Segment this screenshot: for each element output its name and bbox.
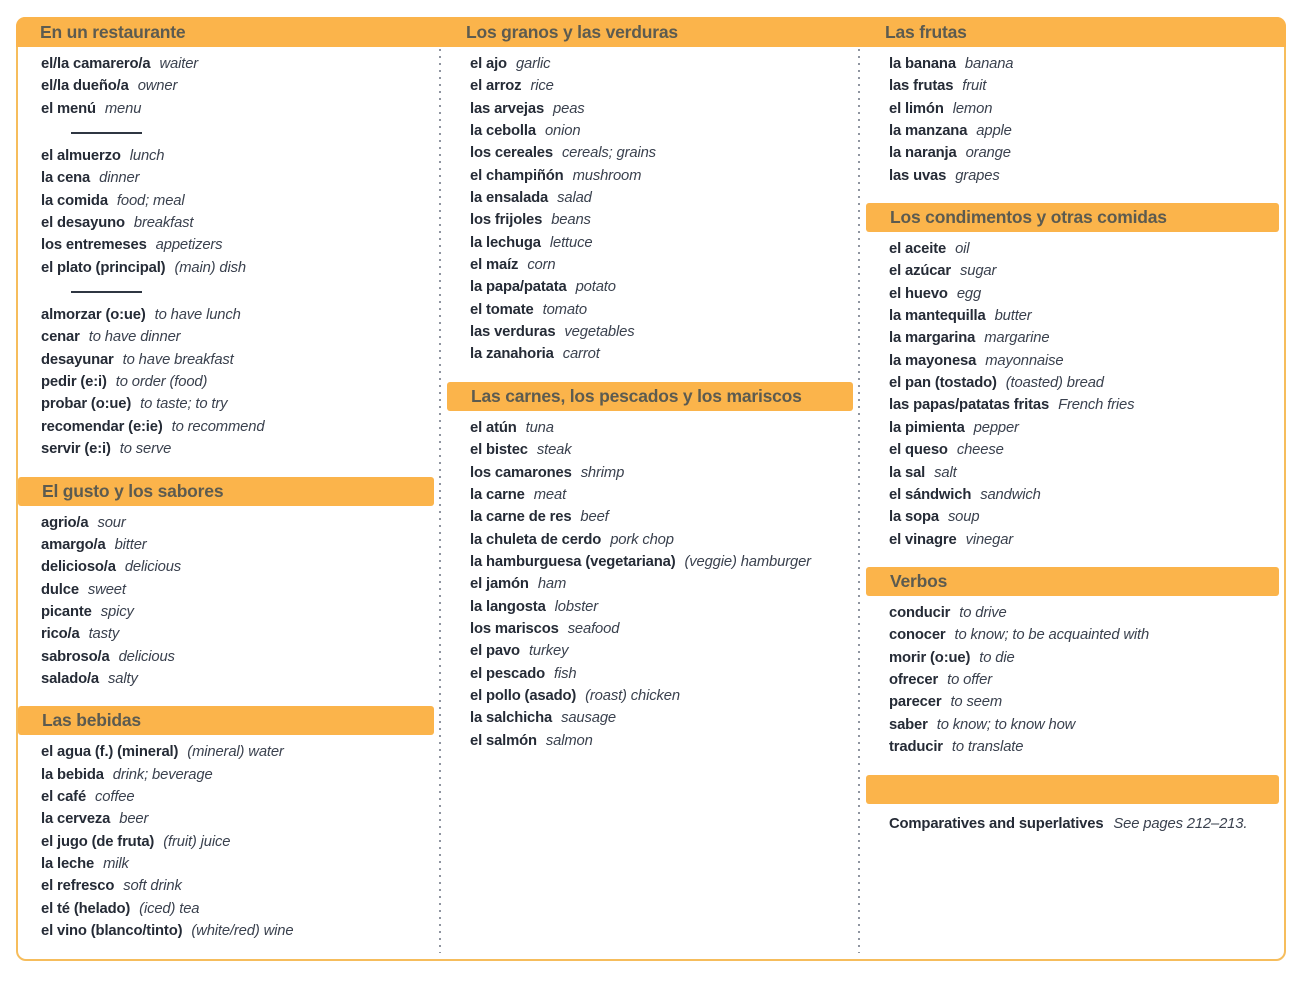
spanish-term: rico/a xyxy=(41,626,80,643)
spanish-term: la naranja xyxy=(889,145,957,162)
vocab-list xyxy=(18,298,434,460)
spanish-term: el pescado xyxy=(470,665,545,682)
vocab-row xyxy=(889,647,1279,669)
english-translation: lemon xyxy=(952,100,993,117)
spanish-term: el pollo (asado) xyxy=(470,687,577,704)
vocab-row xyxy=(41,579,434,601)
spanish-term: almorzar (o:ue) xyxy=(41,307,146,324)
spanish-term: desayunar xyxy=(41,351,114,368)
vocab-row xyxy=(470,165,853,187)
english-translation: soft drink xyxy=(123,878,182,895)
vocab-row xyxy=(470,98,853,120)
english-translation: cheese xyxy=(956,442,1004,459)
vocab-row xyxy=(889,350,1279,372)
english-translation: to drive xyxy=(959,604,1007,621)
english-translation: milk xyxy=(103,855,129,872)
spanish-term: los cereales xyxy=(470,145,553,162)
english-translation: pork chop xyxy=(610,531,674,548)
spanish-term: el azúcar xyxy=(889,263,951,280)
spanish-term: el desayuno xyxy=(41,215,125,232)
vocab-list xyxy=(18,506,434,691)
spanish-term: salado/a xyxy=(41,670,100,687)
english-translation: pepper xyxy=(973,419,1019,436)
vocab-list xyxy=(18,47,434,120)
vocab-row xyxy=(41,53,434,75)
vocab-row xyxy=(889,602,1279,624)
english-translation: to recommend xyxy=(171,418,265,435)
spanish-term: morir (o:ue) xyxy=(889,649,971,666)
english-translation: sausage xyxy=(561,710,617,727)
english-translation: to seem xyxy=(950,694,1003,711)
spanish-term: picante xyxy=(41,603,92,620)
vocab-row xyxy=(41,212,434,234)
english-translation: French fries xyxy=(1058,397,1135,414)
section-header: Las carnes, los pescados y los mariscos xyxy=(447,382,853,411)
section-header: El gusto y los sabores xyxy=(18,477,434,506)
english-translation: food; meal xyxy=(116,192,185,209)
english-translation: fish xyxy=(553,665,577,682)
english-translation: seafood xyxy=(567,620,620,637)
spanish-term: el salmón xyxy=(470,732,537,749)
vocab-row xyxy=(470,551,853,573)
spanish-term: el sándwich xyxy=(889,486,972,503)
english-translation: to translate xyxy=(951,738,1024,755)
english-translation: corn xyxy=(527,257,556,274)
vocab-row xyxy=(470,417,853,439)
spanish-term: parecer xyxy=(889,694,942,711)
section-title-en-un-restaurante: En un restaurante xyxy=(40,21,186,42)
vocab-row xyxy=(470,484,853,506)
spanish-term: el té (helado) xyxy=(41,900,131,917)
spanish-term: el tomate xyxy=(470,301,534,318)
english-translation: to order (food) xyxy=(115,374,208,391)
english-translation: drink; beverage xyxy=(112,766,213,783)
vocab-row xyxy=(889,75,1279,97)
vocab-row xyxy=(470,596,853,618)
english-translation: shrimp xyxy=(580,464,625,481)
english-translation: oil xyxy=(955,241,970,258)
english-translation: to offer xyxy=(947,671,992,688)
column-3 xyxy=(858,47,1284,959)
spanish-term: el ajo xyxy=(470,56,507,72)
vocab-row xyxy=(889,624,1279,646)
empty-header-bar xyxy=(866,775,1279,804)
vocab-row xyxy=(41,623,434,645)
english-translation: tuna xyxy=(525,419,554,436)
spanish-term: la bebida xyxy=(41,766,104,783)
vocab-row xyxy=(889,417,1279,439)
vocab-row xyxy=(470,120,853,142)
vocab-row xyxy=(889,327,1279,349)
spanish-term: el vinagre xyxy=(889,531,957,548)
english-translation: (mineral) water xyxy=(187,744,284,761)
vocab-row xyxy=(889,260,1279,282)
spanish-term: recomendar (e:ie) xyxy=(41,418,163,435)
english-translation: beef xyxy=(580,509,609,526)
vocab-row xyxy=(41,556,434,578)
english-translation: soup xyxy=(947,509,980,526)
spanish-term: el almuerzo xyxy=(41,148,121,165)
english-translation: salmon xyxy=(545,732,593,749)
spanish-term: el pavo xyxy=(470,643,520,660)
vocab-row xyxy=(470,462,853,484)
vocab-list xyxy=(447,47,853,366)
vocab-row xyxy=(889,484,1279,506)
english-translation: apple xyxy=(976,123,1012,140)
english-translation: waiter xyxy=(159,56,199,72)
english-translation: lobster xyxy=(554,598,599,615)
vocab-row xyxy=(41,601,434,623)
english-translation: garlic xyxy=(515,56,551,72)
vocab-list xyxy=(866,596,1279,758)
spanish-term: la carne xyxy=(470,486,525,503)
spanish-term: cenar xyxy=(41,329,80,346)
spanish-term: el huevo xyxy=(889,285,948,302)
english-translation: cereals; grains xyxy=(561,145,656,162)
vocab-row xyxy=(41,920,434,942)
spanish-term: conocer xyxy=(889,627,946,644)
english-translation: (fruit) juice xyxy=(163,833,231,850)
english-translation: coffee xyxy=(95,788,135,805)
spanish-term: el queso xyxy=(889,442,948,459)
spanish-term: la margarina xyxy=(889,330,976,347)
spanish-term: las frutas xyxy=(889,78,954,95)
vocab-row xyxy=(41,234,434,256)
english-translation: mushroom xyxy=(572,167,642,184)
spanish-term: el maíz xyxy=(470,257,519,274)
spanish-term: la lechuga xyxy=(470,234,541,251)
vocab-row xyxy=(889,439,1279,461)
vocab-row xyxy=(470,529,853,551)
english-translation: steak xyxy=(536,442,572,459)
english-translation: sugar xyxy=(960,263,997,280)
cross-reference-note xyxy=(866,804,1279,832)
vocab-row xyxy=(41,534,434,556)
spanish-term: la pimienta xyxy=(889,419,965,436)
vocab-row xyxy=(41,898,434,920)
english-translation: to serve xyxy=(119,441,172,458)
english-translation: sour xyxy=(97,514,126,531)
english-translation: bitter xyxy=(114,536,147,553)
vocab-row xyxy=(41,438,434,460)
vocab-row xyxy=(41,190,434,212)
english-translation: grapes xyxy=(955,167,1000,184)
english-translation: delicious xyxy=(124,559,182,576)
english-translation: peas xyxy=(553,100,585,117)
vocab-row xyxy=(889,691,1279,713)
spanish-term: el refresco xyxy=(41,878,115,895)
spanish-term: el vino (blanco/tinto) xyxy=(41,923,183,939)
vocab-row xyxy=(470,254,853,276)
section-header: Las bebidas xyxy=(18,706,434,735)
vocab-row xyxy=(889,305,1279,327)
vocab-row xyxy=(889,506,1279,528)
vocab-row xyxy=(41,853,434,875)
spanish-term: el menú xyxy=(41,100,96,117)
vocab-list xyxy=(18,139,434,279)
spanish-term: el agua (f.) (mineral) xyxy=(41,744,179,761)
section-header: Los condimentos y otras comidas xyxy=(866,203,1279,232)
english-translation: to taste; to try xyxy=(140,396,228,413)
spanish-term: la carne de res xyxy=(470,509,572,526)
english-translation: to know; to know how xyxy=(936,716,1076,733)
vocab-row xyxy=(889,462,1279,484)
vocab-row xyxy=(41,668,434,690)
english-translation: sweet xyxy=(87,581,126,598)
vocab-row xyxy=(41,646,434,668)
vocab-row xyxy=(889,53,1279,75)
english-translation: salty xyxy=(108,670,138,687)
vocab-row xyxy=(470,663,853,685)
english-translation: beer xyxy=(119,811,149,828)
vocab-row xyxy=(889,120,1279,142)
vocab-row xyxy=(470,439,853,461)
vocab-row xyxy=(41,512,434,534)
spanish-term: dulce xyxy=(41,581,79,598)
vocab-list xyxy=(866,232,1279,551)
spanish-term: sabroso/a xyxy=(41,648,110,665)
vocab-row xyxy=(41,875,434,897)
group-divider xyxy=(71,132,142,134)
english-translation: (main) dish xyxy=(174,259,246,276)
english-translation: rice xyxy=(530,78,554,95)
spanish-term: el atún xyxy=(470,419,517,436)
vocab-row xyxy=(41,75,434,97)
english-translation: lunch xyxy=(129,148,165,165)
english-translation: to know; to be acquainted with xyxy=(954,627,1150,644)
english-translation: owner xyxy=(137,78,178,95)
vocab-row xyxy=(889,529,1279,551)
english-translation: turkey xyxy=(528,643,569,660)
spanish-term: la mantequilla xyxy=(889,308,986,325)
vocab-row xyxy=(470,343,853,365)
spanish-term: delicioso/a xyxy=(41,559,116,576)
spanish-term: los entremeses xyxy=(41,237,147,254)
spanish-term: la salchicha xyxy=(470,710,553,727)
english-translation: vinegar xyxy=(965,531,1014,548)
english-translation: carrot xyxy=(562,346,600,363)
english-translation: banana xyxy=(964,56,1014,72)
section-header: Verbos xyxy=(866,567,1279,596)
spanish-term: las uvas xyxy=(889,167,947,184)
vocab-row xyxy=(470,685,853,707)
english-translation: tasty xyxy=(88,626,120,643)
top-header-band xyxy=(16,17,1286,47)
vocab-row xyxy=(470,707,853,729)
vocab-row xyxy=(41,304,434,326)
english-translation: salad xyxy=(557,190,592,207)
group-divider xyxy=(71,291,142,293)
english-translation: (white/red) wine xyxy=(191,923,294,939)
english-translation: dinner xyxy=(99,170,140,187)
vocab-row xyxy=(470,640,853,662)
vocab-list xyxy=(447,411,853,752)
spanish-term: el/la camarero/a xyxy=(41,56,151,72)
spanish-term: los frijoles xyxy=(470,212,543,229)
vocab-row xyxy=(889,283,1279,305)
english-translation: vegetables xyxy=(564,324,635,341)
spanish-term: la manzana xyxy=(889,123,968,140)
column-1 xyxy=(18,47,439,959)
english-translation: salt xyxy=(934,464,957,481)
spanish-term: la cena xyxy=(41,170,91,187)
vocab-row xyxy=(470,142,853,164)
english-translation: delicious xyxy=(118,648,175,665)
spanish-term: las verduras xyxy=(470,324,556,341)
section-title-los-granos-y-las-verduras: Los granos y las verduras xyxy=(466,21,678,42)
spanish-term: la mayonesa xyxy=(889,352,977,369)
vocab-row xyxy=(41,764,434,786)
english-translation: butter xyxy=(994,308,1032,325)
note-title: Comparatives and superlatives xyxy=(889,816,1104,833)
spanish-term: los camarones xyxy=(470,464,572,481)
vocab-row xyxy=(889,736,1279,758)
spanish-term: la sal xyxy=(889,464,926,481)
vocab-row xyxy=(41,145,434,167)
spanish-term: el aceite xyxy=(889,241,947,258)
spanish-term: la chuleta de cerdo xyxy=(470,531,602,548)
english-translation: (veggie) hamburger xyxy=(684,553,811,570)
english-translation: onion xyxy=(544,123,581,140)
spanish-term: la papa/patata xyxy=(470,279,567,296)
english-translation: fruit xyxy=(962,78,987,95)
spanish-term: el/la dueño/a xyxy=(41,78,129,95)
vocab-row xyxy=(41,167,434,189)
spanish-term: la hamburguesa (vegetariana) xyxy=(470,553,676,570)
vocab-row xyxy=(889,142,1279,164)
spanish-term: la comida xyxy=(41,192,108,209)
spanish-term: la zanahoria xyxy=(470,346,554,363)
vocab-row xyxy=(470,75,853,97)
vocab-row xyxy=(889,372,1279,394)
vocabulary-page-frame xyxy=(16,17,1286,961)
spanish-term: la langosta xyxy=(470,598,546,615)
vocab-row xyxy=(470,618,853,640)
spanish-term: agrio/a xyxy=(41,514,89,531)
spanish-term: el arroz xyxy=(470,78,522,95)
spanish-term: el limón xyxy=(889,100,944,117)
spanish-term: el café xyxy=(41,788,87,805)
vocab-row xyxy=(470,232,853,254)
note-page-reference: See pages 212–213. xyxy=(1113,816,1248,833)
spanish-term: servir (e:i) xyxy=(41,441,111,458)
vocab-row xyxy=(889,714,1279,736)
vocab-row xyxy=(470,573,853,595)
spanish-term: el jamón xyxy=(470,576,529,593)
vocab-row xyxy=(889,669,1279,691)
spanish-term: saber xyxy=(889,716,928,733)
vocab-row xyxy=(470,187,853,209)
spanish-term: el plato (principal) xyxy=(41,259,166,276)
spanish-term: el jugo (de fruta) xyxy=(41,833,155,850)
english-translation: margarine xyxy=(984,330,1050,347)
vocab-row xyxy=(41,349,434,371)
english-translation: beans xyxy=(551,212,591,229)
spanish-term: pedir (e:i) xyxy=(41,374,107,391)
english-translation: to have breakfast xyxy=(122,351,234,368)
spanish-term: amargo/a xyxy=(41,536,106,553)
vocab-row xyxy=(41,831,434,853)
spanish-term: probar (o:ue) xyxy=(41,396,132,413)
spanish-term: la ensalada xyxy=(470,190,549,207)
english-translation: (iced) tea xyxy=(139,900,200,917)
english-translation: appetizers xyxy=(155,237,223,254)
vocab-row xyxy=(470,299,853,321)
english-translation: menu xyxy=(104,100,142,117)
spanish-term: la cerveza xyxy=(41,811,111,828)
spanish-term: el pan (tostado) xyxy=(889,375,997,392)
vocab-row xyxy=(41,741,434,763)
spanish-term: los mariscos xyxy=(470,620,559,637)
spanish-term: las arvejas xyxy=(470,100,545,117)
vocab-row xyxy=(41,808,434,830)
english-translation: breakfast xyxy=(133,215,194,232)
english-translation: potato xyxy=(575,279,616,296)
vocab-row xyxy=(889,394,1279,416)
vocab-row xyxy=(41,98,434,120)
vocab-row xyxy=(470,506,853,528)
vocab-row xyxy=(889,238,1279,260)
vocab-row xyxy=(889,165,1279,187)
vocab-row xyxy=(41,326,434,348)
vocab-row xyxy=(41,371,434,393)
spanish-term: la cebolla xyxy=(470,123,536,140)
spanish-term: la leche xyxy=(41,855,95,872)
vocab-row xyxy=(41,393,434,415)
english-translation: egg xyxy=(956,285,982,302)
english-translation: to die xyxy=(979,649,1015,666)
english-translation: tomato xyxy=(542,301,587,318)
vocab-row xyxy=(470,321,853,343)
vocab-row xyxy=(41,416,434,438)
section-title-las-frutas: Las frutas xyxy=(885,21,967,42)
vocab-row xyxy=(41,257,434,279)
spanish-term: traducir xyxy=(889,738,943,755)
vocab-row xyxy=(889,98,1279,120)
english-translation: to have lunch xyxy=(154,307,241,324)
vocab-row xyxy=(470,53,853,75)
vocab-list xyxy=(18,735,434,942)
spanish-term: el champiñón xyxy=(470,167,564,184)
vocab-row xyxy=(470,276,853,298)
spanish-term: conducir xyxy=(889,604,951,621)
english-translation: mayonnaise xyxy=(985,352,1064,369)
spanish-term: las papas/patatas fritas xyxy=(889,397,1050,414)
spanish-term: la sopa xyxy=(889,509,939,526)
vocab-list xyxy=(866,47,1279,187)
english-translation: spicy xyxy=(100,603,134,620)
english-translation: sandwich xyxy=(980,486,1041,503)
spanish-term: el bistec xyxy=(470,442,528,459)
english-translation: lettuce xyxy=(549,234,593,251)
english-translation: ham xyxy=(537,576,567,593)
vocab-row xyxy=(41,786,434,808)
vocabulary-columns xyxy=(18,47,1284,959)
spanish-term: la banana xyxy=(889,56,956,72)
english-translation: (toasted) bread xyxy=(1005,375,1104,392)
english-translation: (roast) chicken xyxy=(585,687,680,704)
column-2 xyxy=(439,47,858,959)
english-translation: orange xyxy=(965,145,1011,162)
vocab-row xyxy=(470,209,853,231)
spanish-term: ofrecer xyxy=(889,671,939,688)
vocab-row xyxy=(470,730,853,752)
english-translation: to have dinner xyxy=(88,329,181,346)
english-translation: meat xyxy=(533,486,567,503)
